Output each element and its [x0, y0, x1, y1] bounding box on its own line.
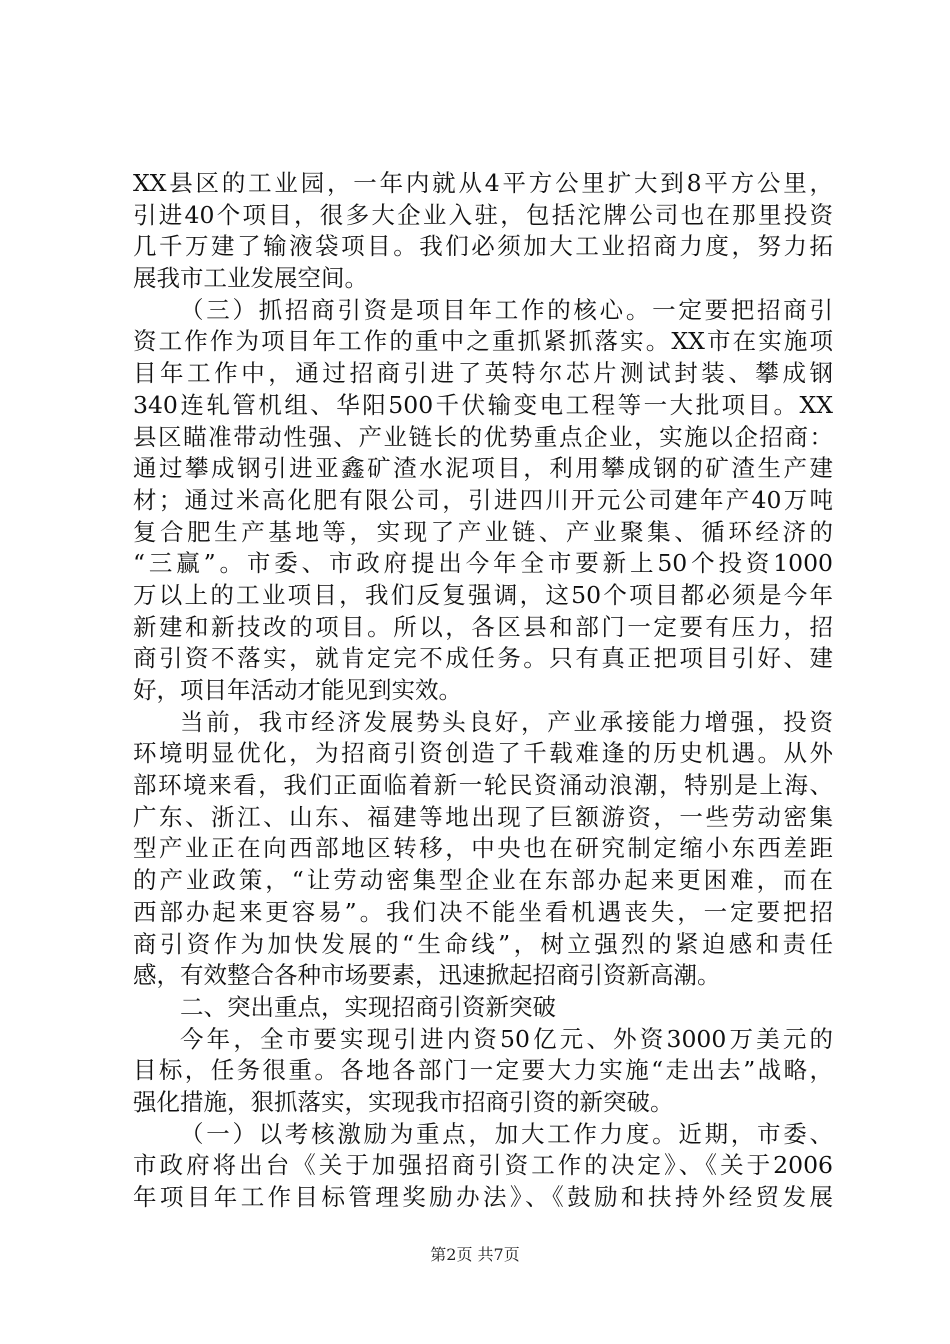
text-line: 通过攀成钢引进亚鑫矿渣水泥项目，利用攀成钢的矿渣生产建	[133, 454, 833, 483]
text-line: 感，有效整合各种市场要素，迅速掀起招商引资新高潮。	[133, 961, 721, 990]
text-line: 型产业正在向西部地区转移，中央也在研究制定缩小东西差距	[133, 834, 833, 863]
text-line: 部环境来看，我们正面临着新一轮民资涌动浪潮，特别是上海、	[133, 771, 833, 800]
text-line: 340连轧管机组、华阳500千伏输变电工程等一大批项目。XX	[133, 390, 833, 419]
text-line: 商引资作为加快发展的“生命线”，树立强烈的紧迫感和责任	[133, 929, 833, 958]
document-body	[133, 168, 833, 1214]
text-line: 好，项目年活动才能见到实效。	[133, 676, 462, 704]
text-line: 的产业政策，“让劳动密集型企业在东部办起来更困难，而在	[133, 866, 833, 895]
section-heading: 二、突出重点，实现招商引资新突破	[180, 992, 556, 1021]
text-line: 广东、浙江、山东、福建等地出现了巨额游资，一些劳动密集	[133, 802, 833, 831]
text-line: 商引资不落实，就肯定完不成任务。只有真正把项目引好、建	[133, 644, 833, 673]
text-line: 目年工作中，通过招商引进了英特尔芯片测试封装、攀成钢	[133, 359, 833, 388]
text-line: 年项目年工作目标管理奖励办法》、《鼓励和扶持外经贸发展	[133, 1183, 833, 1211]
text-line: 环境明显优化，为招商引资创造了千载难逢的历史机遇。从外	[133, 739, 833, 768]
text-line: 西部办起来更容易”。我们决不能坐看机遇丧失，一定要把招	[133, 897, 833, 926]
text-line: 新建和新技改的项目。所以，各区县和部门一定要有压力，招	[133, 612, 833, 641]
text-line: 引进40个项目，很多大企业入驻，包括沱牌公司也在那里投资	[133, 200, 833, 229]
text-line: 市政府将出台《关于加强招商引资工作的决定》、《关于2006	[133, 1151, 833, 1180]
text-line: 万以上的工业项目，我们反复强调，这50个项目都必须是今年	[133, 580, 833, 609]
text-line: “三赢”。市委、市政府提出今年全市要新上50个投资1000	[133, 549, 833, 578]
text-line: 目标，任务很重。各地各部门一定要大力实施“走出去”战略，	[133, 1056, 833, 1085]
text-line: 县区瞄准带动性强、产业链长的优势重点企业，实施以企招商：	[133, 422, 833, 451]
page-footer: 第2页 共7页	[430, 1245, 520, 1264]
text-line: 展我市工业发展空间。	[133, 264, 368, 293]
paragraph-start-line: 当前，我市经济发展势头良好，产业承接能力增强，投资	[180, 707, 833, 736]
text-line: 几千万建了输液袋项目。我们必须加大工业招商力度，努力拓	[133, 232, 833, 261]
text-line: 资工作作为项目年工作的重中之重抓紧抓落实。XX市在实施项	[133, 327, 833, 356]
subsection-heading-line: （一）以考核激励为重点，加大工作力度。近期，市委、	[180, 1119, 833, 1148]
text-line: 强化措施，狠抓落实，实现我市招商引资的新突破。	[133, 1087, 674, 1116]
paragraph-start-line: 今年，全市要实现引进内资50亿元、外资3000万美元的	[180, 1024, 833, 1053]
text-line: XX县区的工业园，一年内就从4平方公里扩大到8平方公里，	[133, 169, 833, 197]
section-heading-line: （三）抓招商引资是项目年工作的核心。一定要把招商引	[180, 295, 833, 324]
text-line: 材；通过米高化肥有限公司，引进四川开元公司建年产40万吨	[133, 485, 833, 514]
text-line: 复合肥生产基地等，实现了产业链、产业聚集、循环经济的	[133, 517, 833, 546]
